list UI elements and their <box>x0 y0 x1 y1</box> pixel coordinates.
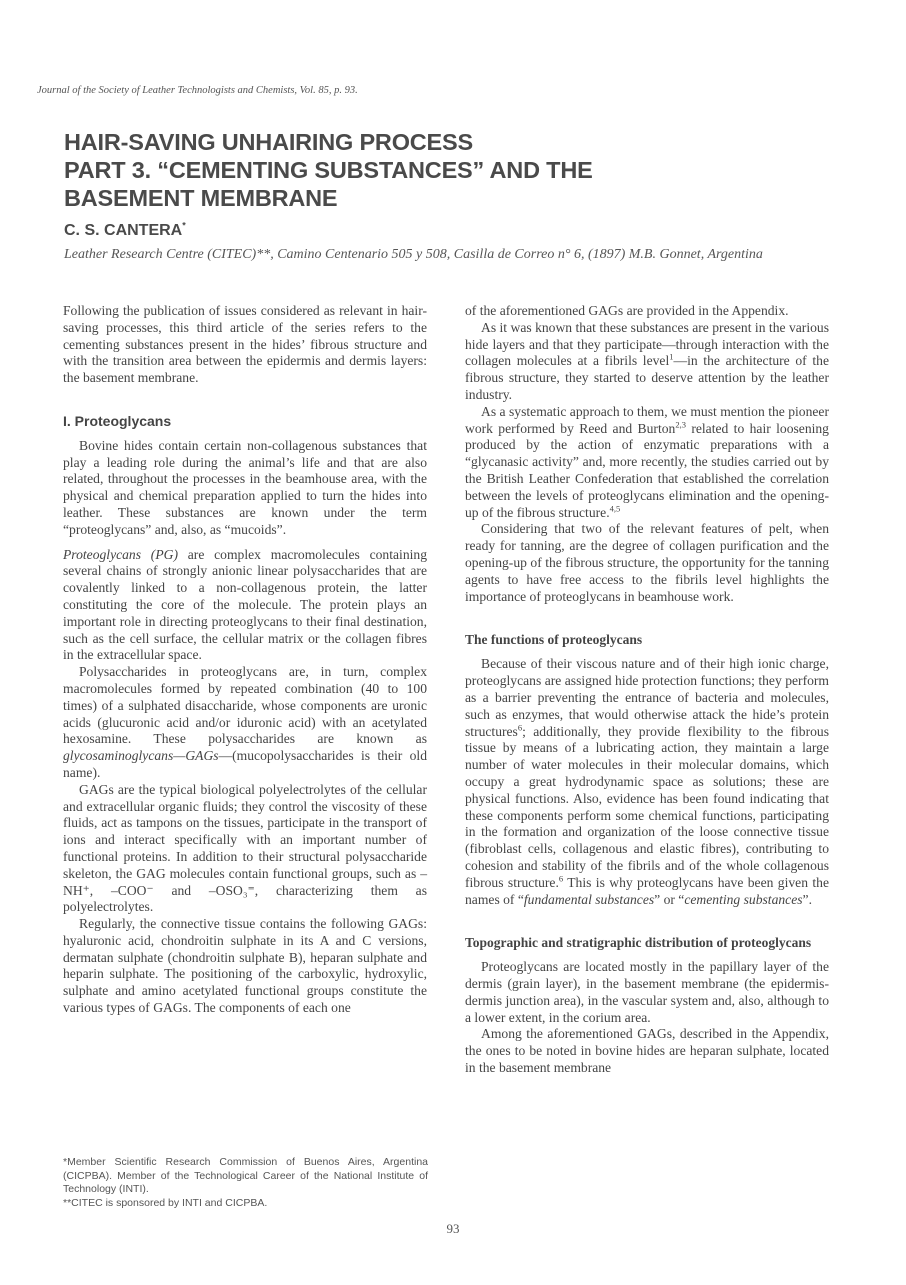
paragraph-text: —in the architecture of the fibrous structure, they started to deserve attention by the leather industry. <box>465 353 829 402</box>
subheading-functions: The functions of proteoglycans <box>465 632 643 648</box>
paragraph <box>465 320 829 404</box>
citation-ref: 6 <box>558 873 564 884</box>
paragraph-text: Because of their viscous nature and of their high ionic charge, proteoglycans are assigned hide protection functions; they perform as a barrier preventing the entrance of bacteria and molecules, such as enzymes, that would otherwise attack the hide’s protein structures <box>465 656 829 739</box>
paragraph <box>63 547 427 665</box>
citation-ref: 6 <box>517 722 523 732</box>
paragraph-text: This is why proteoglycans have been given the names of “ <box>465 874 829 907</box>
paragraph <box>63 664 427 782</box>
paragraph-text: Polysaccharides in proteoglycans are, in turn, complex macromolecules formed by repeated combination (40 to 100 times) of a sulphated disaccharide, whose components are uronic acids (glucuronic acid and/or iduronic acid) with an acetylated hexosamine. These polysaccharides are known as <box>63 664 427 747</box>
section-heading-proteoglycans: I. Proteoglycans <box>63 412 172 429</box>
paragraph-text: are complex macromolecules containing several chains of strongly anionic linear polysaccharides that are covalently linked to a non-collagenous protein, the latter constituting the core of the molecule. The protein plays an important role in directing proteoglycans to their final destination, such as the cell surface, the cellular matrix or the collagen fibres in the extracellular space. <box>63 546 427 663</box>
paragraph: Considering that two of the relevant features of pelt, when ready for tanning, are the degree of collagen purification and the opening-up of the fibrous structure, the opportunity for the tanning agents to have free access to the fibrils level highlights the importance of proteoglycans in beamhouse work. <box>465 521 829 604</box>
author-name: C. S. CANTERA <box>64 222 183 239</box>
paragraph <box>465 404 829 522</box>
paragraph <box>465 656 829 908</box>
footnotes <box>63 1156 428 1210</box>
author <box>64 222 186 240</box>
running-head: Journal of the Society of Leather Technologists and Chemists, Vol. 85, p. 93. <box>37 85 358 96</box>
citation-ref: 2,3 <box>675 419 686 430</box>
title-line-2: PART 3. “CEMENTING SUBSTANCES” AND THE <box>64 157 593 183</box>
italic-term: cementing substances <box>684 891 803 907</box>
paragraph: Bovine hides contain certain non-collagenous substances that play a leading role during the animal’s life and that are also related, throughout the processes in the beamhouse area, with the physical and chemical preparation applied to turn the hides into leather. These substances are known under the term “proteoglycans” and, also, as “mucoids”. <box>63 437 427 537</box>
title-line-1: HAIR-SAVING UNHAIRING PROCESS <box>64 129 473 155</box>
paragraph: of the aforementioned GAGs are provided in the Appendix. <box>465 303 789 318</box>
paragraph: Among the aforementioned GAGs, described in the Appendix, the ones to be noted in bovine hides are heparan sulphate, located in the basement membrane <box>465 1026 829 1076</box>
citation-ref: 1 <box>669 351 674 362</box>
paragraph-text: —(mucopolysaccharides is their old name). <box>63 748 427 780</box>
subheading-distribution: Topographic and stratigraphic distribution of proteoglycans <box>465 935 812 951</box>
footnote-1: *Member Scientific Research Commission of Buenos Aires, Argentina (CICPBA). Member of the Technological Career of the National Institute of Technology (INTI). <box>63 1156 428 1195</box>
footnote-2: **CITEC is sponsored by INTI and CICPBA. <box>63 1196 268 1209</box>
right-column <box>465 303 829 1077</box>
paragraph-text: ” or “ <box>654 891 685 907</box>
article-title <box>64 128 593 212</box>
page-number: 93 <box>446 1221 460 1236</box>
title-line-3: BASEMENT MEMBRANE <box>64 185 338 211</box>
italic-term: fundamental substances <box>523 891 655 907</box>
citation-ref: 4,5 <box>609 503 621 514</box>
paragraph-text: As a systematic approach to them, we must mention the pioneer work performed by Reed and Burton <box>465 403 829 436</box>
paragraph: Regularly, the connective tissue contains the following GAGs: hyaluronic acid, chondroitin sulphate in its A and C versions, dermatan sulphate (chondroitin sulphate B), heparan sulphate and heparin sulphate. The positioning of the carboxylic, hydroxylic, sulphate and amino acetylated functional groups constitute the various types of GAGs. The components of each one <box>63 916 427 1016</box>
intro-paragraph: Following the publication of issues considered as relevant in hair-saving processes, this third article of the series refers to the cementing substances present in the hides’ fibrous structure and with the transition area between the epidermis and dermis layers: the basement membrane. <box>63 303 427 386</box>
author-footnote-mark: * <box>182 220 186 231</box>
paragraph-text: As it was known that these substances are present in the various hide layers and that they participate—through interaction with the collagen molecules at a fibrils level <box>465 319 829 369</box>
paragraph-text: related to hair loosening produced by the action of enzymatic preparations with a “glycanasic activity” and, more recently, the studies carried out by the British Leather Confederation that established the correlation between the levels of proteoglycans elimination and the opening-up of the fibrous structure. <box>465 420 829 520</box>
left-column <box>63 303 427 1017</box>
paragraph-text: ”. <box>802 891 812 907</box>
paragraph-text: ; additionally, they provide flexibility to the fibrous tissue by means of a lubricating action, they maintain a large number of water molecules in their molecular domains, which occupy a great hydrodynamic space as solutions; these are physical functions. Also, evidence has been found indicating that these components perform some chemical functions, participating in the formation and organization of the loose connective tissue (fibroblast cells, collagenous and elastic fibres), contributing to cohesion and stability of the fibrils and of the whole collagenous fibrous structure. <box>465 723 829 890</box>
italic-term: Proteoglycans (PG) <box>63 546 178 562</box>
paragraph: Proteoglycans are located mostly in the papillary layer of the dermis (grain layer), in the basement membrane (the epidermis-dermis junction area), in the vascular system and, also, although to a lower extent, in the corium area. <box>465 959 829 1025</box>
affiliation: Leather Research Centre (CITEC)**, Camino Centenario 505 y 508, Casilla de Correo n° 6, (1897) M.B. Gonnet, Argentina <box>64 247 763 262</box>
paragraph: GAGs are the typical biological polyelectrolytes of the cellular and extracellular organic fluids; they control the viscosity of these fluids, act as tampons on the tissues, participate in the transport of ions and interact specifically with an important number of functional proteins. In addition to their structural polysaccharide skeleton, the GAG molecules contain functional groups, such as –NH⁺, –COO⁻ and –OSO₃⁼, characterizing them as polyelectrolytes. <box>63 781 427 915</box>
italic-term: glycosaminoglycans—GAGs <box>63 748 219 764</box>
